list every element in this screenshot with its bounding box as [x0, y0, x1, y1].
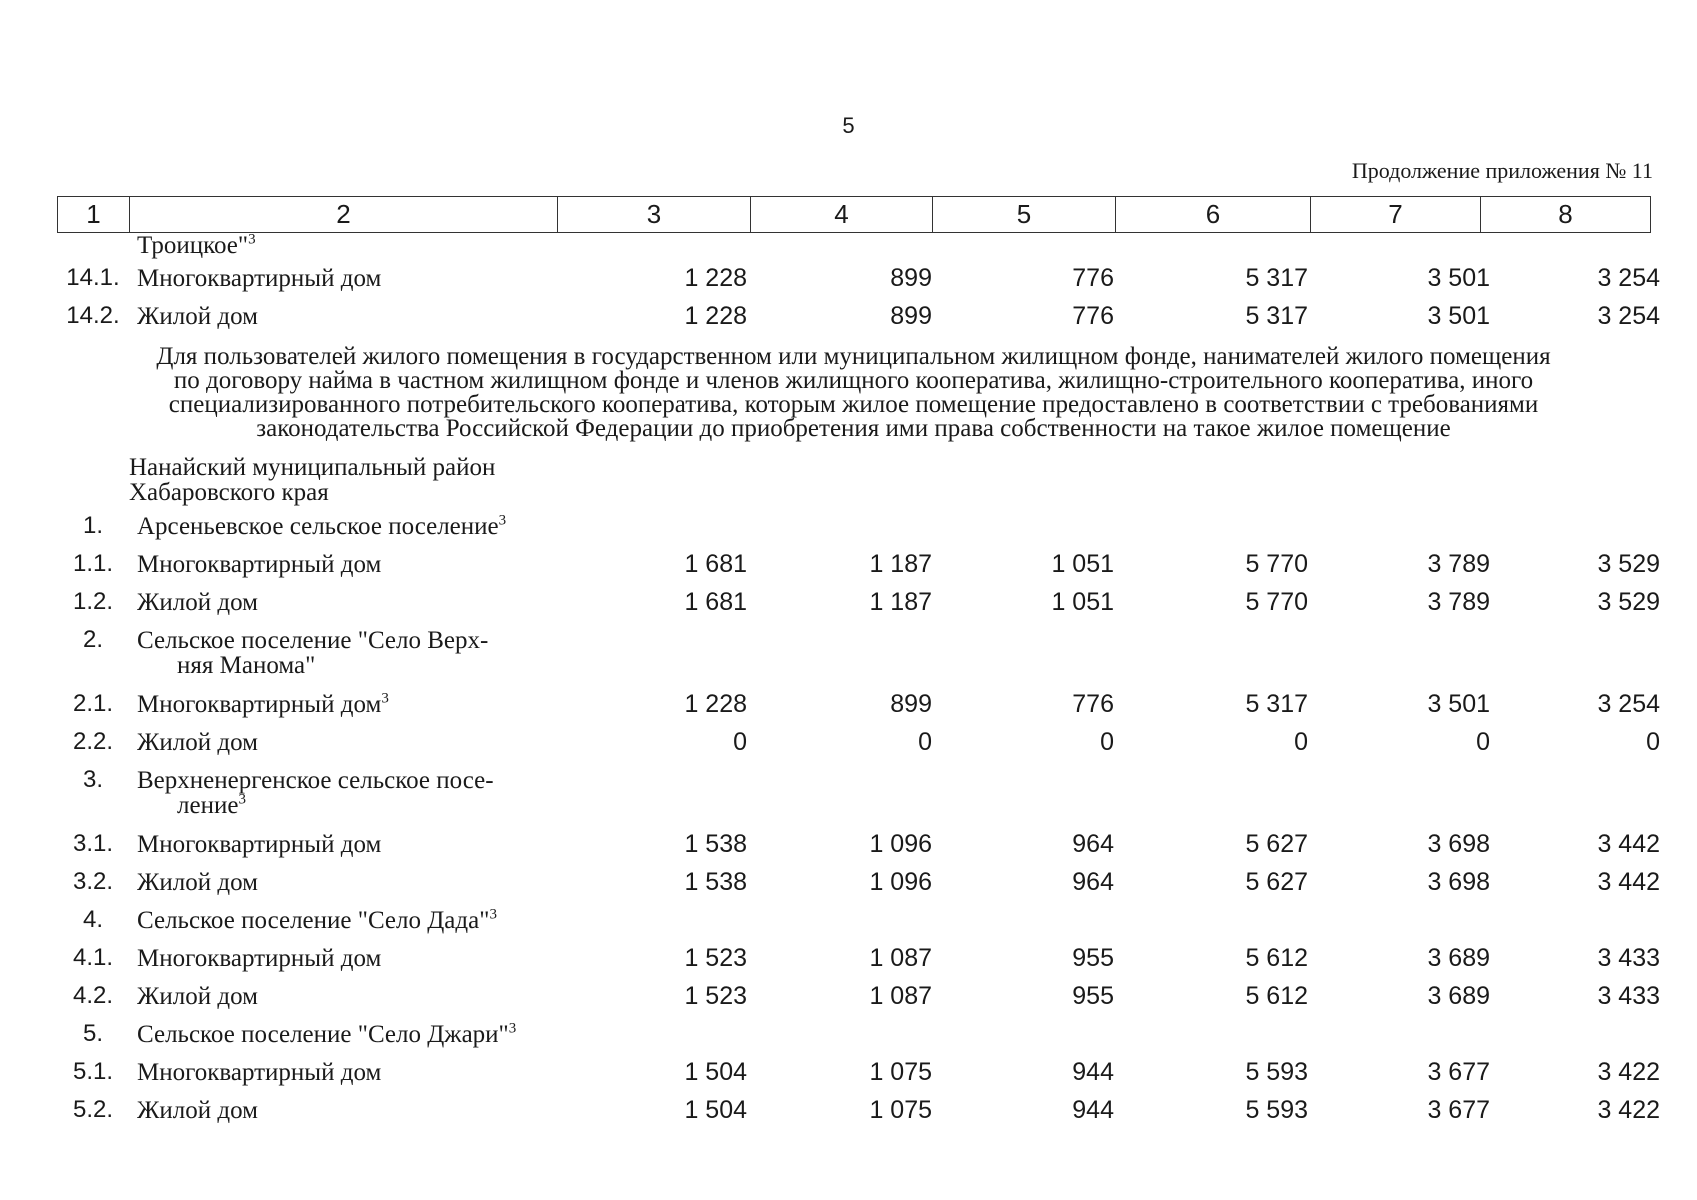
value-cell-col-7: 3 501: [1427, 264, 1490, 292]
value-cell-col-5: 1 051: [1051, 588, 1114, 616]
value-cell-col-4: 1 096: [869, 868, 932, 896]
row-number: 3.1.: [72, 830, 114, 857]
row-name: Многоквартирный дом: [137, 945, 382, 972]
row-number: 4.: [82, 906, 103, 933]
row-number: 1.: [82, 512, 103, 539]
row-name: Жилой дом: [137, 589, 258, 616]
value-cell-col-6: 5 627: [1245, 868, 1308, 896]
value-cell-col-3: 1 228: [684, 264, 747, 292]
value-cell-col-6: 5 317: [1245, 302, 1308, 330]
row-number: 5.1.: [72, 1058, 114, 1085]
row-number: 3.2.: [72, 868, 114, 895]
note-line: по договору найма в частном жилищном фонде и членов жилищного кооператива, жилищно-строительного кооператива, иного: [173, 367, 1534, 394]
value-cell-col-3: 1 228: [684, 302, 747, 330]
district-line: Хабаровского края: [129, 479, 329, 506]
table-row: [57, 977, 1660, 1015]
value-cell-col-7: 0: [1476, 728, 1490, 756]
column-header-3: 3: [558, 197, 751, 233]
row-name: Сельское поселение "Село Джари"$^3$: [137, 1020, 517, 1048]
value-cell-col-5: 0: [1100, 728, 1114, 756]
value-cell-col-5: 1 051: [1051, 550, 1114, 578]
value-cell-col-3: 0: [733, 728, 747, 756]
row-number: 4.1.: [72, 944, 114, 971]
table-row: [57, 761, 1650, 825]
table-row: [57, 939, 1660, 977]
row-name: Жилой дом: [137, 983, 258, 1010]
value-cell-col-4: 1 096: [869, 830, 932, 858]
value-cell-col-3: 1 504: [684, 1058, 747, 1086]
table-row: [57, 685, 1660, 723]
value-cell-col-3: 1 681: [684, 588, 747, 616]
value-cell-col-8: 3 254: [1597, 690, 1660, 718]
row-name: Многоквартирный дом: [137, 1059, 382, 1086]
table-row: [57, 825, 1660, 863]
value-cell-col-3: 1 538: [684, 868, 747, 896]
value-cell-col-4: 899: [890, 302, 932, 330]
row-name: Многоквартирный дом: [137, 551, 382, 578]
value-cell-col-8: 3 254: [1597, 302, 1660, 330]
value-cell-col-7: 3 789: [1427, 550, 1490, 578]
row-name: Многоквартирный дом: [137, 265, 382, 292]
table-row: [57, 621, 1650, 685]
category-note: [57, 335, 1650, 451]
value-cell-col-6: 5 612: [1245, 982, 1308, 1010]
value-cell-col-7: 3 789: [1427, 588, 1490, 616]
value-cell-col-7: 3 698: [1427, 868, 1490, 896]
value-cell-col-7: 3 698: [1427, 830, 1490, 858]
district-heading: [57, 455, 1650, 505]
value-cell-col-5: 944: [1072, 1058, 1114, 1086]
value-cell-col-6: 5 593: [1245, 1096, 1308, 1124]
value-cell-col-6: 0: [1294, 728, 1308, 756]
row-number: 3.: [82, 766, 103, 793]
value-cell-col-7: 3 689: [1427, 944, 1490, 972]
column-header-5: 5: [933, 197, 1116, 233]
value-cell-col-5: 776: [1072, 302, 1114, 330]
row-name: Сельское поселение "Село Верх- няя Манома": [137, 627, 489, 679]
value-cell-col-5: 964: [1072, 868, 1114, 896]
value-cell-col-6: 5 627: [1245, 830, 1308, 858]
row-name: Жилой дом: [137, 869, 258, 896]
value-cell-col-5: 776: [1072, 264, 1114, 292]
continuation-label: Продолжение приложения № 11: [1351, 158, 1653, 183]
note-line: Для пользователей жилого помещения в государственном или муниципальном жилищном фонде, нанимателей жилого помещения: [156, 343, 1551, 370]
value-cell-col-7: 3 689: [1427, 982, 1490, 1010]
value-cell-col-8: 3 529: [1597, 550, 1660, 578]
value-cell-col-3: 1 538: [684, 830, 747, 858]
table-row: [57, 545, 1660, 583]
value-cell-col-6: 5 612: [1245, 944, 1308, 972]
row-name: Жилой дом: [137, 303, 258, 330]
row-number: 2.: [82, 626, 103, 653]
value-cell-col-5: 776: [1072, 690, 1114, 718]
table-body: [57, 231, 1660, 1129]
table-row: [57, 1091, 1660, 1129]
row-number: 5.2.: [72, 1096, 114, 1123]
row-name: Сельское поселение "Село Дада"$^3$: [137, 906, 497, 934]
carryover-name: Троицкое"$^3$: [137, 231, 256, 259]
value-cell-col-8: 3 442: [1597, 830, 1660, 858]
row-name: Жилой дом: [137, 729, 258, 756]
value-cell-col-6: 5 770: [1245, 588, 1308, 616]
table-row: [57, 1053, 1660, 1091]
value-cell-col-6: 5 770: [1245, 550, 1308, 578]
row-name: Арсеньевское сельское поселение$^3$: [137, 512, 507, 540]
top-rows: [57, 259, 1660, 335]
value-cell-col-8: 3 433: [1597, 944, 1660, 972]
column-header-6: 6: [1116, 197, 1311, 233]
table-row: [57, 863, 1660, 901]
column-header-8: 8: [1481, 197, 1651, 233]
value-cell-col-4: 1 087: [869, 982, 932, 1010]
table-row: [57, 259, 1660, 297]
value-cell-col-5: 955: [1072, 982, 1114, 1010]
value-cell-col-8: 3 422: [1597, 1096, 1660, 1124]
value-cell-col-6: 5 317: [1245, 690, 1308, 718]
value-cell-col-8: 3 422: [1597, 1058, 1660, 1086]
row-number: 2.2.: [72, 728, 114, 755]
value-cell-col-3: 1 504: [684, 1096, 747, 1124]
value-cell-col-3: 1 681: [684, 550, 747, 578]
value-cell-col-6: 5 593: [1245, 1058, 1308, 1086]
value-cell-col-8: 3 254: [1597, 264, 1660, 292]
table-row: [57, 901, 1650, 939]
value-cell-col-8: 3 433: [1597, 982, 1660, 1010]
value-cell-col-4: 1 087: [869, 944, 932, 972]
value-cell-col-8: 3 529: [1597, 588, 1660, 616]
page-number: 5: [842, 113, 855, 138]
value-cell-col-4: 1 187: [869, 550, 932, 578]
district-line: Нанайский муниципальный район: [129, 454, 496, 481]
note-line: специализированного потребительского кооператива, которым жилое помещение предоставлено в соответствии с требованиями: [168, 391, 1539, 418]
row-name: Верхненергенское сельское посе- ление$^3$: [137, 767, 494, 819]
main-rows: [57, 507, 1660, 1129]
value-cell-col-5: 955: [1072, 944, 1114, 972]
value-cell-col-7: 3 501: [1427, 302, 1490, 330]
value-cell-col-7: 3 501: [1427, 690, 1490, 718]
row-number: 14.1.: [66, 264, 120, 291]
value-cell-col-4: 899: [890, 690, 932, 718]
value-cell-col-4: 1 075: [869, 1058, 932, 1086]
row-name: Многоквартирный дом$^3$: [137, 690, 389, 718]
column-header-7: 7: [1311, 197, 1481, 233]
row-number: 5.: [82, 1020, 103, 1047]
value-cell-col-4: 899: [890, 264, 932, 292]
row-number: 1.2.: [72, 588, 114, 615]
row-number: 4.2.: [72, 982, 114, 1009]
note-line: законодательства Российской Федерации до приобретения ими права собственности на такое жилое помещение: [256, 415, 1451, 442]
value-cell-col-5: 944: [1072, 1096, 1114, 1124]
row-name: Жилой дом: [137, 1097, 258, 1124]
row-number: 14.2.: [66, 302, 120, 329]
value-cell-col-4: 1 075: [869, 1096, 932, 1124]
row-name: Многоквартирный дом: [137, 831, 382, 858]
value-cell-col-8: 0: [1646, 728, 1660, 756]
value-cell-col-3: 1 228: [684, 690, 747, 718]
value-cell-col-4: 0: [918, 728, 932, 756]
value-cell-col-4: 1 187: [869, 588, 932, 616]
row-number: 1.1.: [72, 550, 114, 577]
table-row: [57, 297, 1660, 335]
table-row: [57, 583, 1660, 621]
column-header-table: [57, 196, 1651, 233]
column-header-4: 4: [751, 197, 933, 233]
value-cell-col-7: 3 677: [1427, 1058, 1490, 1086]
column-header-1: 1: [58, 197, 130, 233]
value-cell-col-3: 1 523: [684, 982, 747, 1010]
column-header-2: 2: [130, 197, 558, 233]
table-row: [57, 723, 1660, 761]
value-cell-col-7: 3 677: [1427, 1096, 1490, 1124]
table-row: [57, 1015, 1650, 1053]
value-cell-col-6: 5 317: [1245, 264, 1308, 292]
value-cell-col-8: 3 442: [1597, 868, 1660, 896]
table-row: [57, 507, 1650, 545]
value-cell-col-5: 964: [1072, 830, 1114, 858]
row-number: 2.1.: [72, 690, 114, 717]
value-cell-col-3: 1 523: [684, 944, 747, 972]
